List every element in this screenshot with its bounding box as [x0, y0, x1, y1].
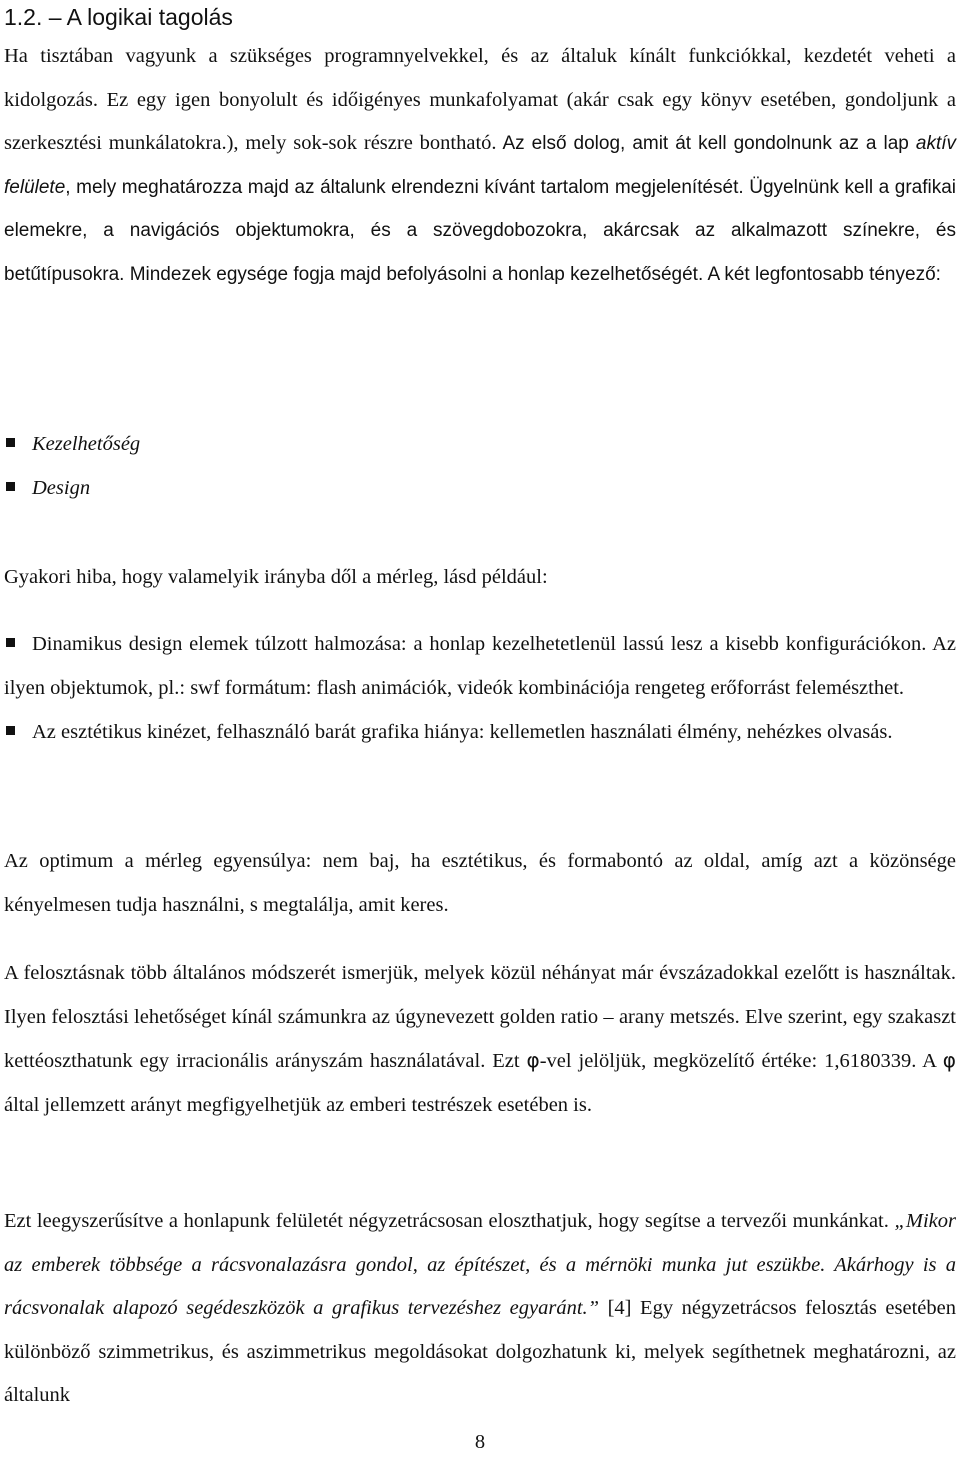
intro-text-2: Az első dolog, amit át kell gondolnunk az a lap [496, 133, 916, 154]
list-item [4, 710, 956, 754]
grid-paragraph [4, 1200, 956, 1418]
square-bullet-icon [6, 726, 15, 735]
grid-text-2: [4] Egy négyzetrácsos felosztás esetében különböző szimmetrikus, és aszimmetrikus megoldásokat dolgozhatunk ki, melyek segíthetnek meghatározni, az általunk [4, 1297, 956, 1406]
section-heading: 1.2. – A logikai tagolás [4, 4, 233, 30]
intro-emphasis: aktív felülete [4, 133, 956, 198]
intro-paragraph [4, 35, 956, 296]
list-item [4, 466, 956, 510]
page-number: 8 [474, 1431, 486, 1453]
golden-text-3: által jellemzett arányt megfigyelhetjük az emberi testrészek esetében is. [4, 1093, 592, 1116]
intro-text-3: , mely meghatározza majd az általunk elrendezni kívánt tartalom megjelenítését. Ügyelnünk kell a grafikai elemekre, a navigációs objektumokra, és a szövegdobozokra, akárcsak az alkalmazott színekre, és betűtípusokra. Mindezek egysége fogja majd befolyásolni a honlap kezelhetőségét. A két legfontosabb tényező: [4, 176, 956, 285]
mistakes-intro: Gyakori hiba, hogy valamelyik irányba dől a mérleg, lásd például: [4, 566, 548, 588]
factor-label: Kezelhetőség [32, 433, 141, 455]
grid-text-1: Ezt leegyszerűsítve a honlapunk felületét négyzetrácsosan eloszthatjuk, hogy segítse a tervezői munkánkat. [4, 1210, 895, 1232]
mistake-text: Dinamikus design elemek túlzott halmozása: a honlap kezelhetetlenül lassú lesz a kisebb konfigurációkon. Az ilyen objektumok, pl.: swf formátum: flash animációk, videók kombinációja rengeteg erőforrást felemészthet. [4, 633, 956, 699]
phi-symbol: φ [526, 1048, 540, 1072]
list-item [4, 422, 956, 466]
intro-text-1: Ha tisztában vagyunk a szükséges programnyelvekkel, és az általuk kínált funkciókkal, kezdetét veheti a kidolgozás. Ez egy igen bonyolult és időigényes munkafolyamat (akár csak egy könyv esetében, gondoljunk a szerkesztési munkálatokra.), mely sok-sok részre bontható. [4, 45, 956, 154]
factor-label: Design [32, 477, 91, 499]
mistake-list [4, 622, 956, 754]
square-bullet-icon [6, 438, 15, 447]
list-item [4, 622, 956, 710]
square-bullet-icon [6, 482, 15, 491]
phi-symbol: φ [942, 1048, 956, 1072]
factor-list [4, 422, 956, 510]
golden-text-2: -vel jelöljük, megközelítő értéke: 1,6180339. A [539, 1050, 943, 1072]
golden-ratio-paragraph [4, 952, 956, 1127]
golden-text-1: A felosztásnak több általános módszerét ismerjük, melyek közül néhányat már évszázadokkal ezelőtt is használtak. Ilyen felosztási lehetőséget kínál számunkra az úgynevezett golden ratio – arany metszés. Elve szerint, egy szakaszt kettéoszthatunk egy irracionális arányszám használatával. Ezt [4, 962, 956, 1072]
optimum-paragraph: Az optimum a mérleg egyensúlya: nem baj, ha esztétikus, és formabontó az oldal, amíg azt a közönsége kényelmesen tudja használni, s megtalálja, amit keres. [4, 850, 956, 916]
grid-quote: „Mikor az emberek többsége a rácsvonalazásra gondol, az építészet, és a mérnöki munka jut eszükbe. Akárhogy is a rácsvonalak alapozó segédeszközök a grafikus tervezéshez egyaránt.” [4, 1210, 956, 1319]
mistake-text: Az esztétikus kinézet, felhasználó barát grafika hiánya: kellemetlen használati élmény, nehézkes olvasás. [32, 721, 893, 743]
square-bullet-icon [6, 638, 15, 647]
